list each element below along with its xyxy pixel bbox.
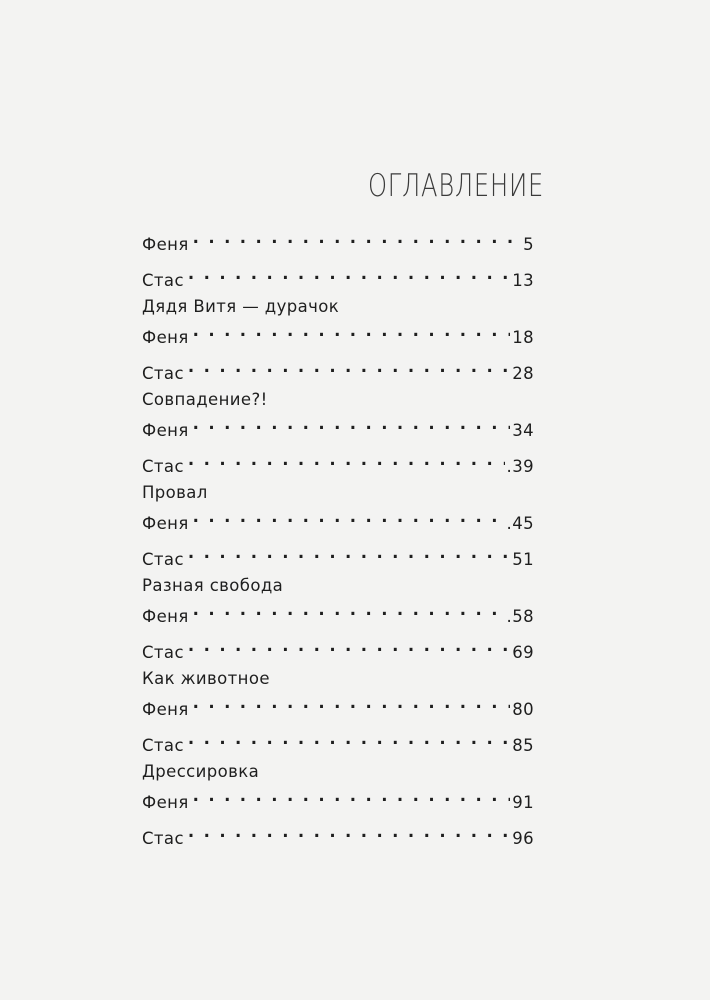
dot-leader: [188, 820, 510, 844]
toc-title: ОГЛАВЛЕНИЕ: [368, 168, 545, 204]
dot-leader: [193, 505, 505, 529]
toc-list: [142, 226, 534, 848]
dot-leader: [193, 784, 511, 808]
toc-entry-label: Стас: [142, 457, 184, 476]
toc-entry-page: .45: [506, 514, 534, 533]
toc-entry-page: 85: [512, 736, 534, 755]
toc-entry[interactable]: [142, 448, 534, 476]
dot-leader: [193, 691, 511, 715]
toc-chapter: [142, 667, 534, 755]
toc-entry-label: Стас: [142, 550, 184, 569]
toc-entry-page: 5: [523, 235, 534, 254]
toc-entry-page: .58: [506, 607, 534, 626]
toc-chapter: [142, 295, 534, 383]
toc-entry-page: 96: [512, 829, 534, 848]
toc-entry-page: 51: [512, 550, 534, 569]
toc-entry-label: Феня: [142, 700, 189, 719]
toc-entry-page: 28: [512, 364, 534, 383]
toc-entry-label: Стас: [142, 364, 184, 383]
toc-chapter-title[interactable]: Дядя Витя — дурачок: [142, 297, 340, 316]
toc-chapter-title[interactable]: Как животное: [142, 669, 270, 688]
toc-entry-label: Феня: [142, 235, 189, 254]
toc-chapter: [142, 388, 534, 476]
toc-entry[interactable]: [142, 262, 534, 290]
toc-entry-label: Стас: [142, 643, 184, 662]
toc-entry-page: .39: [506, 457, 534, 476]
toc-chapter: [142, 226, 534, 290]
toc-chapter-title[interactable]: Провал: [142, 483, 208, 502]
toc-chapter-title[interactable]: Разная свобода: [142, 576, 284, 595]
toc-entry[interactable]: [142, 691, 534, 719]
toc-entry-page: 13: [512, 271, 534, 290]
toc-entry[interactable]: [142, 784, 534, 812]
toc-entry-label: Стас: [142, 271, 184, 290]
toc-entry[interactable]: [142, 319, 534, 347]
toc-entry-label: Стас: [142, 829, 184, 848]
toc-entry-label: Феня: [142, 328, 189, 347]
toc-entry-label: Стас: [142, 736, 184, 755]
toc-chapter-title[interactable]: Совпадение?!: [142, 390, 268, 409]
toc-entry-label: Феня: [142, 793, 189, 812]
dot-leader: [188, 541, 510, 565]
dot-leader: [188, 262, 510, 286]
toc-entry-label: Феня: [142, 514, 189, 533]
toc-entry-label: Феня: [142, 607, 189, 626]
toc-entry-page: 18: [512, 328, 534, 347]
toc-entry[interactable]: [142, 820, 534, 848]
toc-chapter: [142, 574, 534, 662]
toc-entry[interactable]: [142, 727, 534, 755]
toc-entry-page: 91: [512, 793, 534, 812]
dot-leader: [193, 598, 505, 622]
dot-leader: [193, 412, 511, 436]
toc-entry-page: 80: [512, 700, 534, 719]
dot-leader: [188, 448, 505, 472]
toc-chapter: [142, 481, 534, 569]
toc-chapter-title[interactable]: Дрессировка: [142, 762, 260, 781]
toc-entry-page: 69: [512, 643, 534, 662]
toc-entry[interactable]: [142, 505, 534, 533]
dot-leader: [188, 727, 510, 751]
dot-leader: [193, 226, 521, 250]
toc-entry[interactable]: [142, 634, 534, 662]
dot-leader: [193, 319, 511, 343]
toc-entry[interactable]: [142, 355, 534, 383]
toc-entry[interactable]: [142, 541, 534, 569]
toc-chapter: [142, 760, 534, 848]
toc-entry[interactable]: [142, 412, 534, 440]
toc-entry-page: 34: [512, 421, 534, 440]
dot-leader: [188, 634, 510, 658]
dot-leader: [188, 355, 510, 379]
toc-entry[interactable]: [142, 226, 534, 254]
toc-entry[interactable]: [142, 598, 534, 626]
toc-entry-label: Феня: [142, 421, 189, 440]
